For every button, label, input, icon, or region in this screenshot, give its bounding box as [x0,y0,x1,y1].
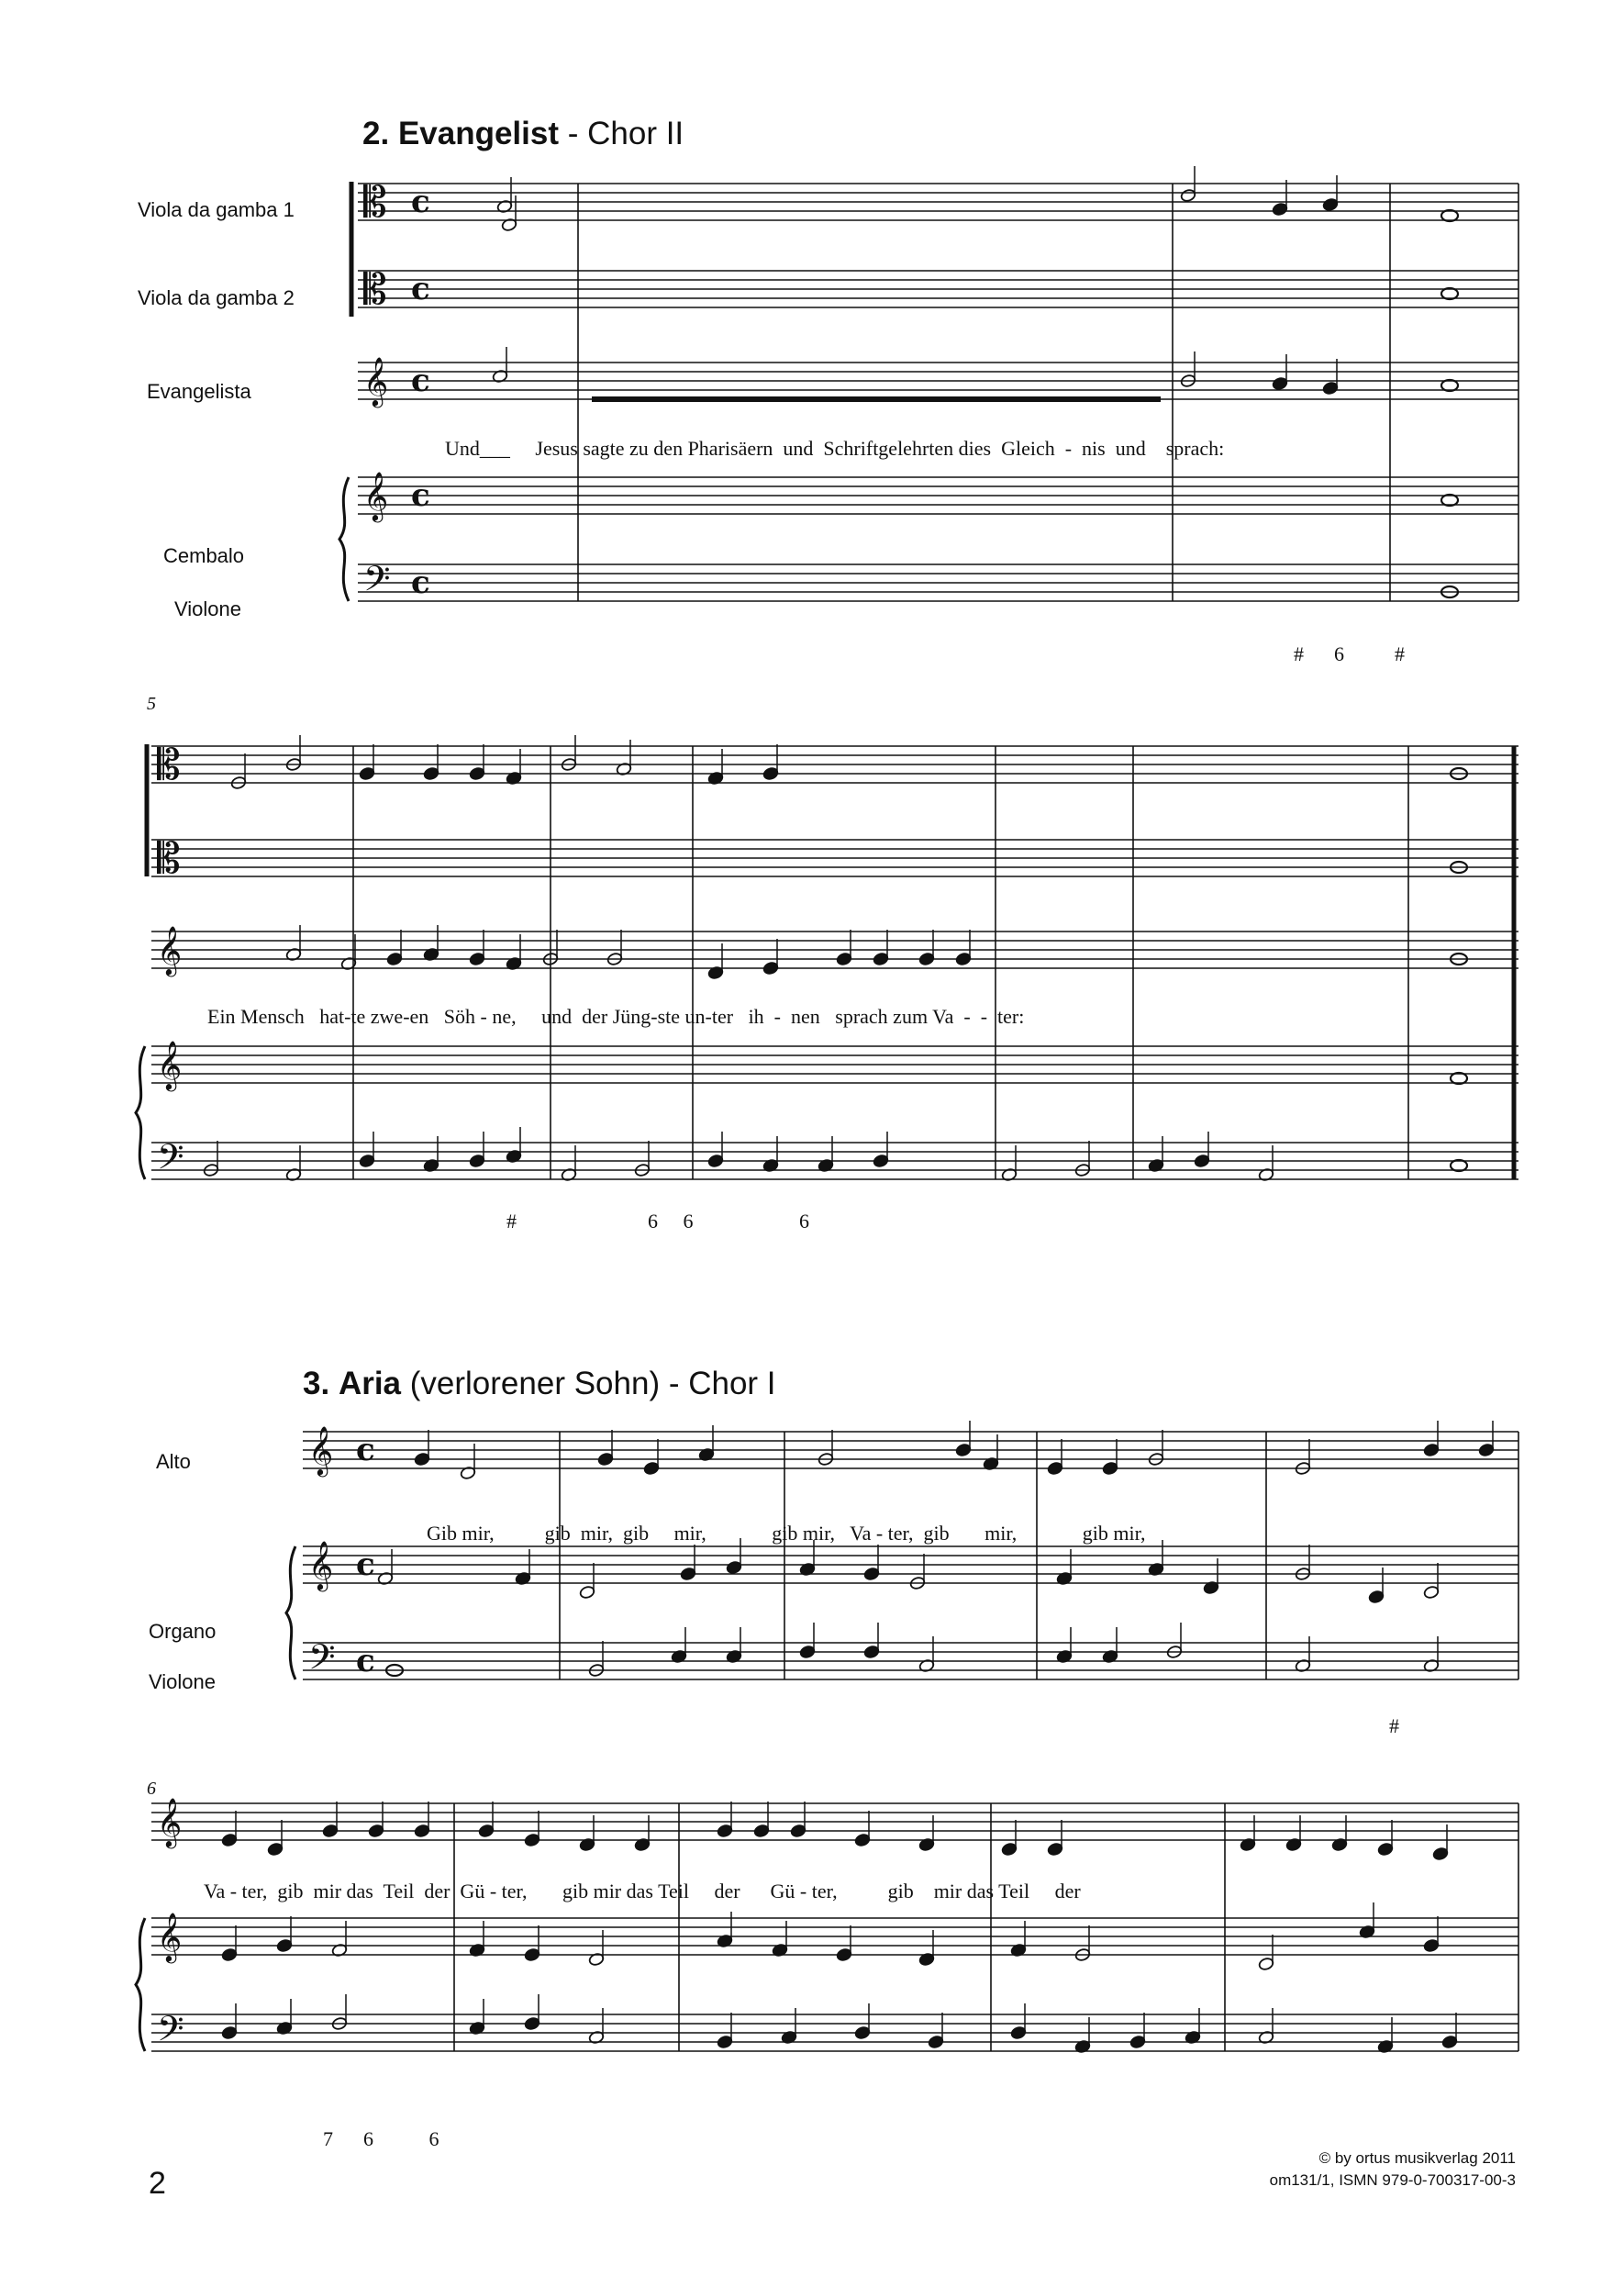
section-3-title-bold: Aria [338,1366,402,1401]
bass-clef: 𝄢 [157,1136,184,1186]
whole-note-head [1441,288,1458,299]
alto-clef: 𝄡 [157,833,181,883]
instrument-label-evangelista: Evangelista [147,380,251,403]
common-time-signature: c [411,271,430,307]
measure-number-6: 6 [147,1779,156,1799]
instrument-label-violone-2: Violone [149,1670,216,1693]
figured-bass-section-3-system-2: 7 6 6 [323,2127,439,2150]
lyrics-aria-system-2: Va - ter, gib mir das Teil der Gü - ter, gib mir das Teil der Gü - ter, gib mir das Teil der [204,1880,1081,1902]
piano-brace [136,1918,145,2051]
lyrics-evangelist-system-1: Und___ Jesus sagte zu den Pharisäern und Schriftgelehrten dies Gleich - nis und sprach: [445,437,1225,460]
piano-brace [339,477,349,601]
section-2-number: 2. [362,116,390,151]
bass-clef: 𝄢 [157,2008,184,2058]
treble-clef: 𝄞 [308,1540,334,1590]
treble-clef: 𝄞 [157,1040,183,1089]
section-2-title-rest: - Chor II [559,116,684,151]
whole-note-head [1441,495,1458,506]
common-time-signature: c [356,1546,375,1583]
bass-clef: 𝄢 [308,1636,336,1686]
treble-clef: 𝄞 [157,1912,183,1961]
piano-brace [136,1046,145,1179]
section-3-number: 3. [303,1366,330,1401]
figured-bass-section-3-system-1: # [1389,1714,1399,1737]
whole-note-head [1441,380,1458,391]
instrument-label-organo: Organo [149,1620,217,1643]
page-number: 2 [149,2166,166,2201]
section-2-title-bold: Evangelist [397,116,560,151]
piano-brace [286,1546,295,1679]
common-time-signature: c [411,184,430,220]
lyrics-aria-system-1: Gib mir, gib mir, gib mir, gib mir, Va - ter, gib mir, gib mir, [427,1522,1146,1545]
treble-clef: 𝄞 [363,471,389,520]
treble-clef: 𝄞 [363,356,389,406]
whole-note-head [1451,1073,1467,1084]
instrument-label-viola-1: Viola da gamba 1 [138,198,295,221]
lyrics-evangelist-system-2: Ein Mensch hat-te zwe-en Söh - ne, und der Jüng-ste un-ter ih - nen sprach zum Va - - ter: [207,1005,1025,1028]
alto-clef: 𝄡 [363,264,387,314]
common-time-signature: c [411,564,430,601]
section-3-title-rest: (verlorener Sohn) - Chor I [401,1366,776,1401]
instrument-label-violone: Violone [174,597,241,620]
figured-bass-section-2-system-1: # 6 # [1294,642,1405,665]
treble-clef: 𝄞 [157,925,183,975]
whole-note-head [1451,1160,1467,1171]
treble-clef: 𝄞 [308,1425,334,1475]
score-notation-layer [136,166,1518,2058]
instrument-label-alto: Alto [156,1450,191,1473]
footer-copyright-line: © by ortus musikverlag 2011 [1318,2149,1516,2167]
measure-number-5: 5 [147,694,156,714]
whole-note-head [1441,210,1458,221]
common-time-signature: c [411,477,430,514]
treble-clef: 𝄞 [157,1797,183,1846]
instrument-label-viola-2: Viola da gamba 2 [138,286,295,309]
alto-clef: 𝄡 [157,740,181,789]
common-time-signature: c [356,1432,375,1468]
common-time-signature: c [411,363,430,399]
bass-clef: 𝄢 [363,558,391,608]
alto-clef: 𝄡 [363,177,387,227]
figured-bass-section-2-system-2: # 6 6 6 [506,1210,809,1233]
instrument-label-cembalo: Cembalo [163,544,245,567]
common-time-signature: c [356,1643,375,1679]
footer-catalog-line: om131/1, ISMN 979-0-700317-00-3 [1269,2171,1516,2189]
